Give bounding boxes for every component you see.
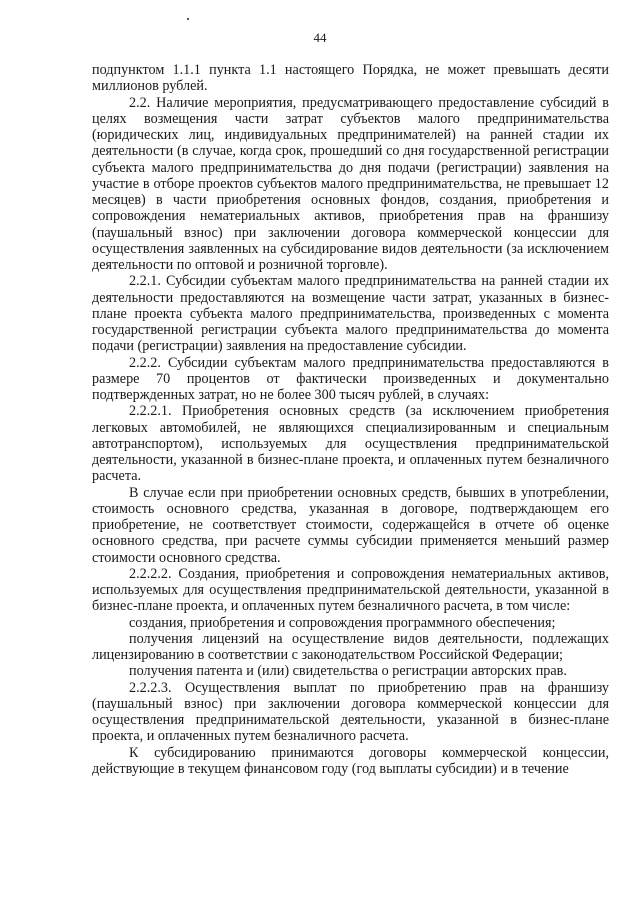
paragraph-used-assets: В случае если при приобретении основных средств, бывших в употреблении, стоимость основного средства, указанная в договоре, подтверждающем его приобретение, не соответствует стоимости, содержащейся в отчете об оценке основного средства, при расчете суммы субсидии применяется меньший размер стоимости основного средства.: [92, 484, 609, 566]
paragraph-concession: К субсидированию принимаются договоры коммерческой концессии, действующие в текущем финансовом году (год выплаты субсидии) и в течение: [92, 744, 609, 777]
paragraph-2-2: 2.2. Наличие мероприятия, предусматривающего предоставление субсидий в целях возмещения части затрат субъектов малого предпринимательства (юридических лиц, индивидуальных предпринимателей) на ранней стадии их деятельности (в случае, когда срок, прошедший со дня государственной регистрации субъекта малого предпринимательства до дня подачи (регистрации) заявления на участие в отборе проектов субъектов малого предпринимательства, не превышает 12 месяцев) в части приобретения основных фондов, создания, приобретения и сопровождения нематериальных активов, приобретения прав на франшизу (паушальный взнос) при заключении договора коммерческой концессии для осуществления заявленных на субсидирование видов деятельности (за исключением деятельности по оптовой и розничной торговле).: [92, 94, 609, 273]
paragraph-2-2-2: 2.2.2. Субсидии субъектам малого предпринимательства предоставляются в размере 70 процентов от фактически произведенных и документально подтвержденных затрат, но не более 300 тысяч рублей, в случаях:: [92, 354, 609, 403]
paragraph-2-2-2-1: 2.2.2.1. Приобретения основных средств (за исключением приобретения легковых автомобилей, не являющихся специализированным и специальным автотранспортом), используемых для осуществления предпринимательской деятельности, указанной в бизнес-плане проекта, и оплаченных путем безналичного расчета.: [92, 403, 609, 485]
paragraph-2-2-2-2: 2.2.2.2. Создания, приобретения и сопровождения нематериальных активов, используемых для осуществления предпринимательской деятельности, указанной в бизнес-плане проекта, и оплаченных путем безналичного расчета, в том числе:: [92, 565, 609, 615]
paragraph-continuation: подпунктом 1.1.1 пункта 1.1 настоящего Порядка, не может превышать десяти миллионов рублей.: [92, 62, 609, 95]
list-item-patent: получения патента и (или) свидетельства о регистрации авторских прав.: [129, 663, 567, 680]
scan-speck: [187, 18, 189, 20]
list-item-licenses: получения лицензий на осуществление видов деятельности, подлежащих лицензированию в соответствии с законодательством Российской Федерации;: [92, 630, 609, 663]
page-number: 44: [313, 30, 327, 45]
document-body: [92, 62, 609, 777]
paragraph-2-2-1: 2.2.1. Субсидии субъектам малого предпринимательства на ранней стадии их деятельности предоставляются на возмещение части затрат, указанных в бизнес-плане проекта субъекта малого предпринимательства, произведенных с момента государственной регистрации субъекта малого предпринимательства до момента подачи (регистрации) заявления на предоставление субсидии.: [92, 273, 609, 355]
list-item-software: создания, приобретения и сопровождения программного обеспечения;: [129, 614, 556, 631]
paragraph-2-2-2-3: 2.2.2.3. Осуществления выплат по приобретению прав на франшизу (паушальный взнос) при заключении договора коммерческой концессии для осуществления предпринимательской деятельности, указанной в бизнес-плане проекта, и оплаченных путем безналичного расчета.: [92, 679, 609, 745]
